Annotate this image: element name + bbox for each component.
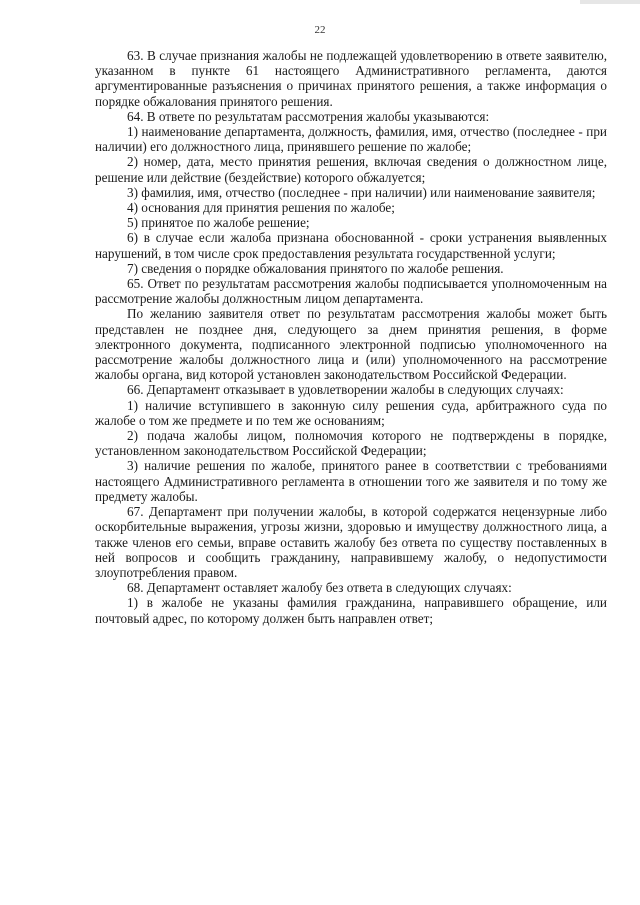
list-item-64-6: 6) в случае если жалоба признана обоснованной - сроки устранения выявленных нарушений, в том числе срок предоставления результата государственной услуги;: [95, 230, 607, 261]
list-item-64-3: 3) фамилия, имя, отчество (последнее - при наличии) или наименование заявителя;: [127, 184, 596, 200]
list-item-64-4: 4) основания для принятия решения по жалобе;: [127, 200, 395, 216]
list-item-66-2: 2) подача жалобы лицом, полномочия которого не подтверждены в порядке, установленном законодательством Российской Федерации;: [95, 428, 607, 459]
page-number: 22: [314, 24, 326, 36]
list-item-68-1: 1) в жалобе не указаны фамилия гражданина, направившего обращение, или почтовый адрес, по которому должен быть направлен ответ;: [95, 595, 607, 626]
paragraph-65-electronic: По желанию заявителя ответ по результатам рассмотрения жалобы может быть представлен не позднее дня, следующего за днем принятия решения, в форме электронного документа, подписанного электронной подписью уполномоченного на рассмотрение жалобы должностного лица и (или) уполномоченного на рассмотрение жалобы органа, вид которой установлен законодательством Российской Федерации.: [95, 306, 607, 383]
paragraph-63: 63. В случае признания жалобы не подлежащей удовлетворению в ответе заявителю, указанном в пункте 61 настоящего Административного регламента, даются аргументированные разъяснения о причинах принятого решения, а также информация о порядке обжалования принятого решения.: [95, 48, 607, 109]
paragraph-67: 67. Департамент при получении жалобы, в которой содержатся нецензурные либо оскорбительные выражения, угрозы жизни, здоровью и имуществу должностного лица, а также членов его семьи, вправе оставить жалобу без ответа по существу поставленных в ней вопросов и сообщить гражданину, направившему жалобу, о недопустимости злоупотребления правом.: [95, 504, 607, 580]
paragraph-64: 64. В ответе по результатам рассмотрения жалобы указываются:: [127, 108, 490, 124]
list-item-64-1: 1) наименование департамента, должность, фамилия, имя, отчество (последнее - при наличии) его должностного лица, принявшего решение по жалобе;: [95, 124, 607, 155]
paragraph-66: 66. Департамент отказывает в удовлетворении жалобы в следующих случаях:: [127, 382, 564, 398]
list-item-66-1: 1) наличие вступившего в законную силу решения суда, арбитражного суда по жалобе о том же предмете и по тем же основаниям;: [95, 397, 607, 428]
document-body: [95, 48, 607, 626]
scan-edge-mark: [580, 0, 640, 4]
list-item-66-3: 3) наличие решения по жалобе, принятого ранее в соответствии с требованиями настоящего Административного регламента в отношении того же заявителя и по тому же предмету жалобы.: [95, 458, 607, 504]
paragraph-68: 68. Департамент оставляет жалобу без ответа в следующих случаях:: [127, 580, 512, 596]
list-item-64-7: 7) сведения о порядке обжалования принятого по жалобе решения.: [127, 260, 504, 276]
list-item-64-2: 2) номер, дата, место принятия решения, включая сведения о должностном лице, решение или действие (бездействие) которого обжалуется;: [95, 154, 607, 185]
list-item-64-5: 5) принятое по жалобе решение;: [127, 215, 310, 231]
paragraph-65: 65. Ответ по результатам рассмотрения жалобы подписывается уполномоченным на рассмотрение жалобы должностным лицом департамента.: [95, 276, 607, 307]
